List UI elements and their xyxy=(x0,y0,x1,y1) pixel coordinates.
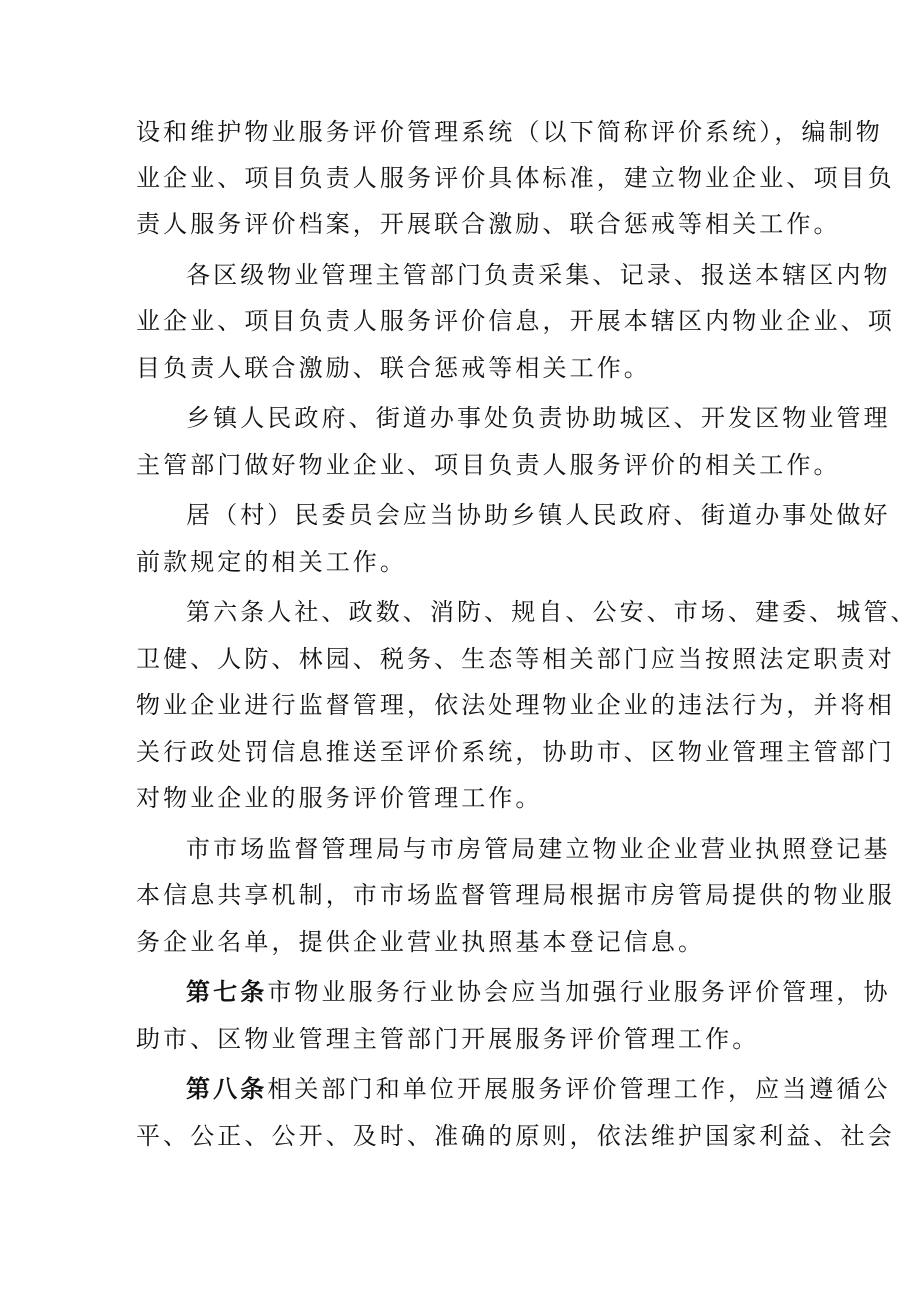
paragraph-line: 物业企业进行监督管理，依法处理物业企业的违法行为，并将相 xyxy=(136,691,895,719)
paragraph-line: 设和维护物业服务评价管理系统（以下简称评价系统），编制物 xyxy=(136,118,883,146)
paragraph-line: 对物业企业的服务评价管理工作。 xyxy=(136,784,543,812)
paragraph-line: 本信息共享机制，市市场监督管理局根据市房管局提供的物业服 xyxy=(136,881,895,909)
paragraph-line: 助市、区物业管理主管部门开展服务评价管理工作。 xyxy=(136,1025,760,1053)
paragraph-line: 市市场监督管理局与市房管局建立物业企业营业执照登记基 xyxy=(186,835,891,863)
paragraph-line: 务企业名单，提供企业营业执照基本登记信息。 xyxy=(136,928,706,956)
paragraph-line: 第六条人社、政数、消防、规自、公安、市场、建委、城管、 xyxy=(186,598,918,626)
paragraph-line: 各区级物业管理主管部门负责采集、记录、报送本辖区内物 xyxy=(186,261,891,289)
article-7-first-line xyxy=(186,977,920,1007)
paragraph-line: 乡镇人民政府、街道办事处负责协助城区、开发区物业管理 xyxy=(186,404,891,432)
article-8-first-line xyxy=(186,1074,920,1104)
paragraph-line: 前款规定的相关工作。 xyxy=(136,548,407,576)
paragraph-line: 业企业、项目负责人服务评价信息，开展本辖区内物业企业、项 xyxy=(136,307,895,335)
article-heading: 第七条 xyxy=(186,978,268,1006)
article-heading: 第八条 xyxy=(186,1075,268,1103)
paragraph-line: 平、公正、公开、及时、准确的原则，依法维护国家利益、社会 xyxy=(136,1122,895,1150)
paragraph-line: 业企业、项目负责人服务评价具体标准，建立物业企业、项目负 xyxy=(136,164,895,192)
paragraph-line: 关行政处罚信息推送至评价系统，协助市、区物业管理主管部门 xyxy=(136,738,895,766)
paragraph-line: 责人服务评价档案，开展联合激励、联合惩戒等相关工作。 xyxy=(136,210,841,238)
paragraph-line: 目负责人联合激励、联合惩戒等相关工作。 xyxy=(136,354,651,382)
paragraph-line: 主管部门做好物业企业、项目负责人服务评价的相关工作。 xyxy=(136,451,841,479)
paragraph-text: 相关部门和单位开展服务评价管理工作，应当遵循公 xyxy=(267,1075,891,1103)
paragraph-line: 居（村）民委员会应当协助乡镇人民政府、街道办事处做好 xyxy=(186,501,891,529)
paragraph-text: 市物业服务行业协会应当加强行业服务评价管理，协 xyxy=(267,978,891,1006)
paragraph-line: 卫健、人防、林园、税务、生态等相关部门应当按照法定职责对 xyxy=(136,645,895,673)
